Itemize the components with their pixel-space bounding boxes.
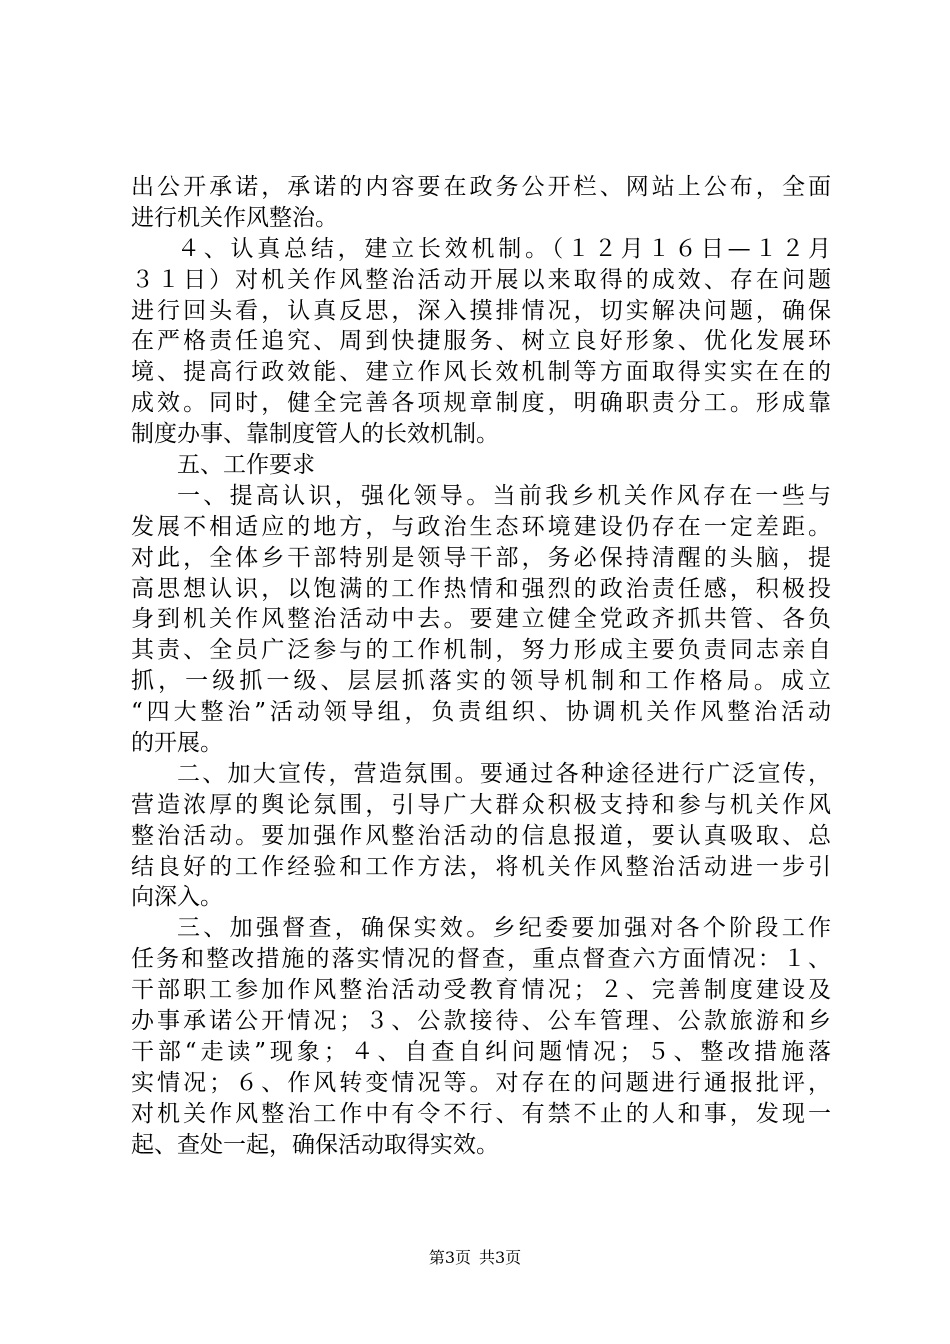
text-line: 的开展。: [131, 730, 223, 757]
text-line: 进行回头看，认真反思，深入摸排情况，切实解决问题，确保: [131, 297, 831, 324]
text-line: 抓，一级抓一级、层层抓落实的领导机制和工作格局。成立: [131, 668, 831, 695]
page-footer: [0, 1245, 950, 1268]
text-line: 干部职工参加作风整治活动受教育情况；２、完善制度建设及: [131, 977, 831, 1004]
section-heading: 五、工作要求: [177, 452, 315, 479]
text-line: 身到机关作风整治活动中去。要建立健全党政齐抓共管、各负: [131, 606, 831, 633]
text-line: 结良好的工作经验和工作方法，将机关作风整治活动进一步引: [131, 853, 831, 880]
text-line: 对机关作风整治工作中有令不行、有禁不止的人和事，发现一: [131, 1100, 831, 1127]
text-line: 发展不相适应的地方，与政治生态环境建设仍存在一定差距。: [131, 513, 831, 540]
text-line: 在严格责任追究、周到快捷服务、树立良好形象、优化发展环: [131, 328, 831, 355]
text-line: 向深入。: [131, 884, 223, 911]
text-line: 办事承诺公开情况；３、公款接待、公车管理、公款旅游和乡: [131, 1008, 831, 1035]
text-line: 出公开承诺，承诺的内容要在政务公开栏、网站上公布，全面: [131, 174, 831, 200]
text-line: ４、认真总结，建立长效机制。（１２月１６日—１２月: [177, 235, 831, 262]
text-line: 对此，全体乡干部特别是领导干部，务必保持清醒的头脑，提: [131, 544, 831, 571]
text-line: 高思想认识，以饱满的工作热情和强烈的政治责任感，积极投: [131, 575, 831, 602]
page-total: 共3页: [479, 1248, 522, 1267]
text-line: 三、加强督查，确保实效。乡纪委要加强对各个阶段工作: [177, 915, 831, 942]
text-line: 实情况；６、作风转变情况等。对存在的问题进行通报批评，: [131, 1069, 831, 1096]
text-line: ３１日）对机关作风整治活动开展以来取得的成效、存在问题: [131, 266, 831, 293]
text-line: 整治活动。要加强作风整治活动的信息报道，要认真吸取、总: [131, 822, 831, 849]
page-number: 第3页: [428, 1248, 471, 1267]
text-line: 营造浓厚的舆论氛围，引导广大群众积极支持和参与机关作风: [131, 791, 831, 818]
text-line: “四大整治”活动领导组，负责组织、协调机关作风整治活动: [131, 699, 831, 726]
text-line: 任务和整改措施的落实情况的督查，重点督查六方面情况：１、: [131, 946, 831, 973]
text-line: 成效。同时，健全完善各项规章制度，明确职责分工。形成靠: [131, 390, 831, 417]
text-line: 干部“走读”现象；４、自查自纠问题情况；５、整改措施落: [131, 1038, 831, 1065]
text-line: 二、加大宣传，营造氛围。要通过各种途径进行广泛宣传，: [177, 760, 831, 787]
document-body: [131, 172, 831, 1161]
text-line: 境、提高行政效能、建立作风长效机制等方面取得实实在在的: [131, 359, 831, 386]
text-line: 其责、全员广泛参与的工作机制，努力形成主要负责同志亲自: [131, 637, 831, 664]
text-line: 起、查处一起，确保活动取得实效。: [131, 1131, 499, 1158]
text-line: 一、提高认识，强化领导。当前我乡机关作风存在一些与: [177, 482, 831, 509]
text-line: 制度办事、靠制度管人的长效机制。: [131, 421, 499, 448]
text-line: 进行机关作风整治。: [131, 204, 338, 231]
